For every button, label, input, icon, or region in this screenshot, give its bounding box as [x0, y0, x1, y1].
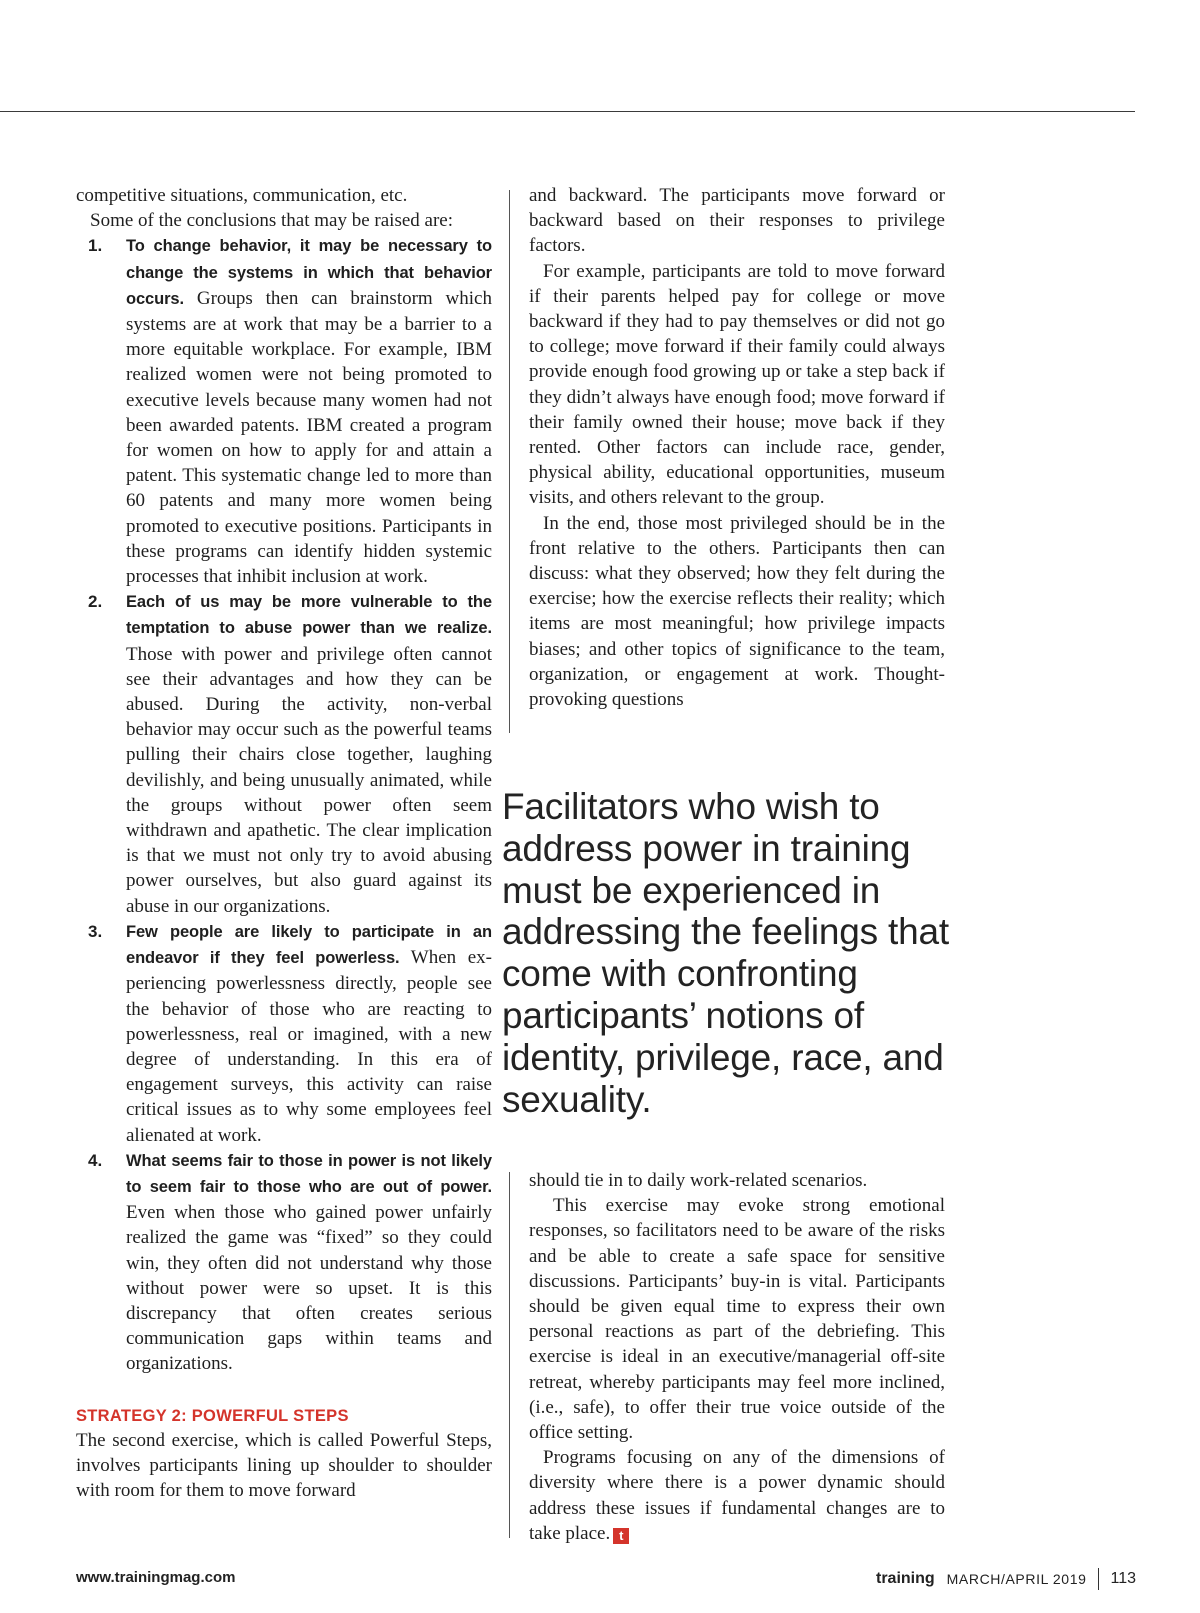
- list-item: [76, 589, 492, 919]
- article-column-left: [76, 183, 492, 1503]
- column-divider: [509, 190, 510, 733]
- list-item: [76, 919, 492, 1148]
- pull-quote: Facilitators who wish to address power in training must be experienced in addressing the feelings that come with confronting participants’ notions of identity, privilege, race, and sexuality.: [502, 786, 949, 1120]
- footer-folio: [876, 1568, 1136, 1590]
- list-item-number: 1.: [88, 236, 103, 256]
- header-rule: [0, 111, 1135, 112]
- list-item: [76, 233, 492, 589]
- list-item-number: 4.: [88, 1150, 103, 1170]
- paragraph: For example, participants are told to move forward if their parents helped pay for college or move backward if they had to pay themselves or did not go to college; move forward if their family could always provide enough food growing up or take a step back if they didn’t always have enough food; move forward if their family owned their house; move back if they rented. Other factors can include race, gender, physical ability, educational opportunities, museum visits, and others relevant to the group.: [529, 260, 945, 509]
- section-heading: STRATEGY 2: POWERFUL STEPS: [76, 1406, 349, 1425]
- section-paragraph: The second exercise, which is called Powerful Steps, involves participants lining up shoulder to shoulder with room for them to move forward: [76, 1429, 492, 1501]
- paragraph: [529, 1445, 945, 1546]
- footer-brand: training: [876, 1570, 935, 1587]
- article-column-right-top: [529, 183, 945, 712]
- list-item-number: 2.: [88, 592, 103, 612]
- conclusions-list: [76, 233, 492, 1376]
- footer-website: www.trainingmag.com: [76, 1569, 236, 1586]
- list-item-body: Groups then can brainstorm which systems are at work that may be a barrier to a more equitable workplace. For example, IBM realized women were not being promoted to executive levels because many women had not been awarded patents. IBM created a program for women on how to apply for and attain a patent. This systematic change led to more than 60 patents and many more women being promoted to executive positions. Participants in these programs can identify hidden systemic processes that inhibit inclusion at work.: [126, 287, 492, 588]
- article-column-right-bottom: [529, 1168, 945, 1546]
- list-item-lead: To change behavior, it may be necessary to change the systems in which that behavior occurs.: [126, 237, 492, 308]
- list-item-lead: What seems fair to those in power is not likely to seem fair to those who are out of power.: [126, 1151, 492, 1196]
- footer-issue: MARCH/APRIL 2019: [946, 1571, 1087, 1587]
- list-item-body: When experiencing powerlessness directly, people see the behavior of those who are reacting to powerlessness, real or imagined, with a new degree of understanding. In this era of engagement surveys, this activity can raise critical issues as to why some employees feel alienated at work.: [126, 947, 492, 1146]
- conclusions-intro: Some of the conclusions that may be raised are:: [90, 210, 454, 232]
- column-divider: [509, 1172, 510, 1538]
- list-item-number: 3.: [88, 921, 103, 941]
- list-item: [76, 1148, 492, 1377]
- paragraph: This exercise may evoke strong emotional responses, so facilitators need to be aware of the risks and be able to create a safe space for sensitive discussions. Participants’ buy-in is vital. Participants should be given equal time to express their own personal reactions as part of the debriefing. This exercise is ideal in an executive/​managerial off-site retreat, whereby participants may feel more inclined, (i.e., safe), to offer their true voice outside of the office setting.: [529, 1195, 945, 1444]
- intro-fragment: competitive situations, communication, etc.: [76, 185, 408, 206]
- list-item-lead: Few people are likely to participate in an endeavor if they feel powerless.: [126, 922, 492, 968]
- paragraph: In the end, those most privileged should be in the front relative to the others. Participants then can discuss: what they observed; how they felt during the exercise; how the exercise reflects their reality; which items are most meaningful; how privilege impacts biases; and other topics of significance to the team, organization, or engagement at work. Thought-provoking questions: [529, 512, 945, 711]
- footer-divider: [1098, 1568, 1099, 1590]
- paragraph: and backward. The participants move forward or backward based on their responses to privilege factors.: [529, 185, 945, 257]
- list-item-body: Those with power and privilege often cannot see their advantages and how they can be abused. During the activity, non-verbal behavior may occur such as the powerful teams pulling their chairs close together, laughing devilishly, and being unusually animated, while the groups without power often seem withdrawn and apathetic. The clear implication is that we must not only try to avoid abusing power ourselves, but also guard against its abuse in our organizations.: [126, 643, 492, 917]
- closing-text: Programs focusing on any of the dimensions of diversity where there is a power dynamic should address these issues if fundamental changes are to take place.: [529, 1447, 945, 1544]
- list-item-lead: Each of us may be more vulnerable to the temptation to abuse power than we realize.: [126, 593, 492, 638]
- paragraph: should tie in to daily work-related scenarios.: [529, 1170, 868, 1191]
- end-mark-icon: t: [613, 1528, 629, 1544]
- page-number: 113: [1110, 1570, 1136, 1587]
- list-item-body: Even when those who gained power unfairly realized the game was “fixed” so they could win, they often did not understand why those without power were so upset. It is this discrepancy that often creates serious communication gaps within teams and organizations.: [126, 1202, 492, 1375]
